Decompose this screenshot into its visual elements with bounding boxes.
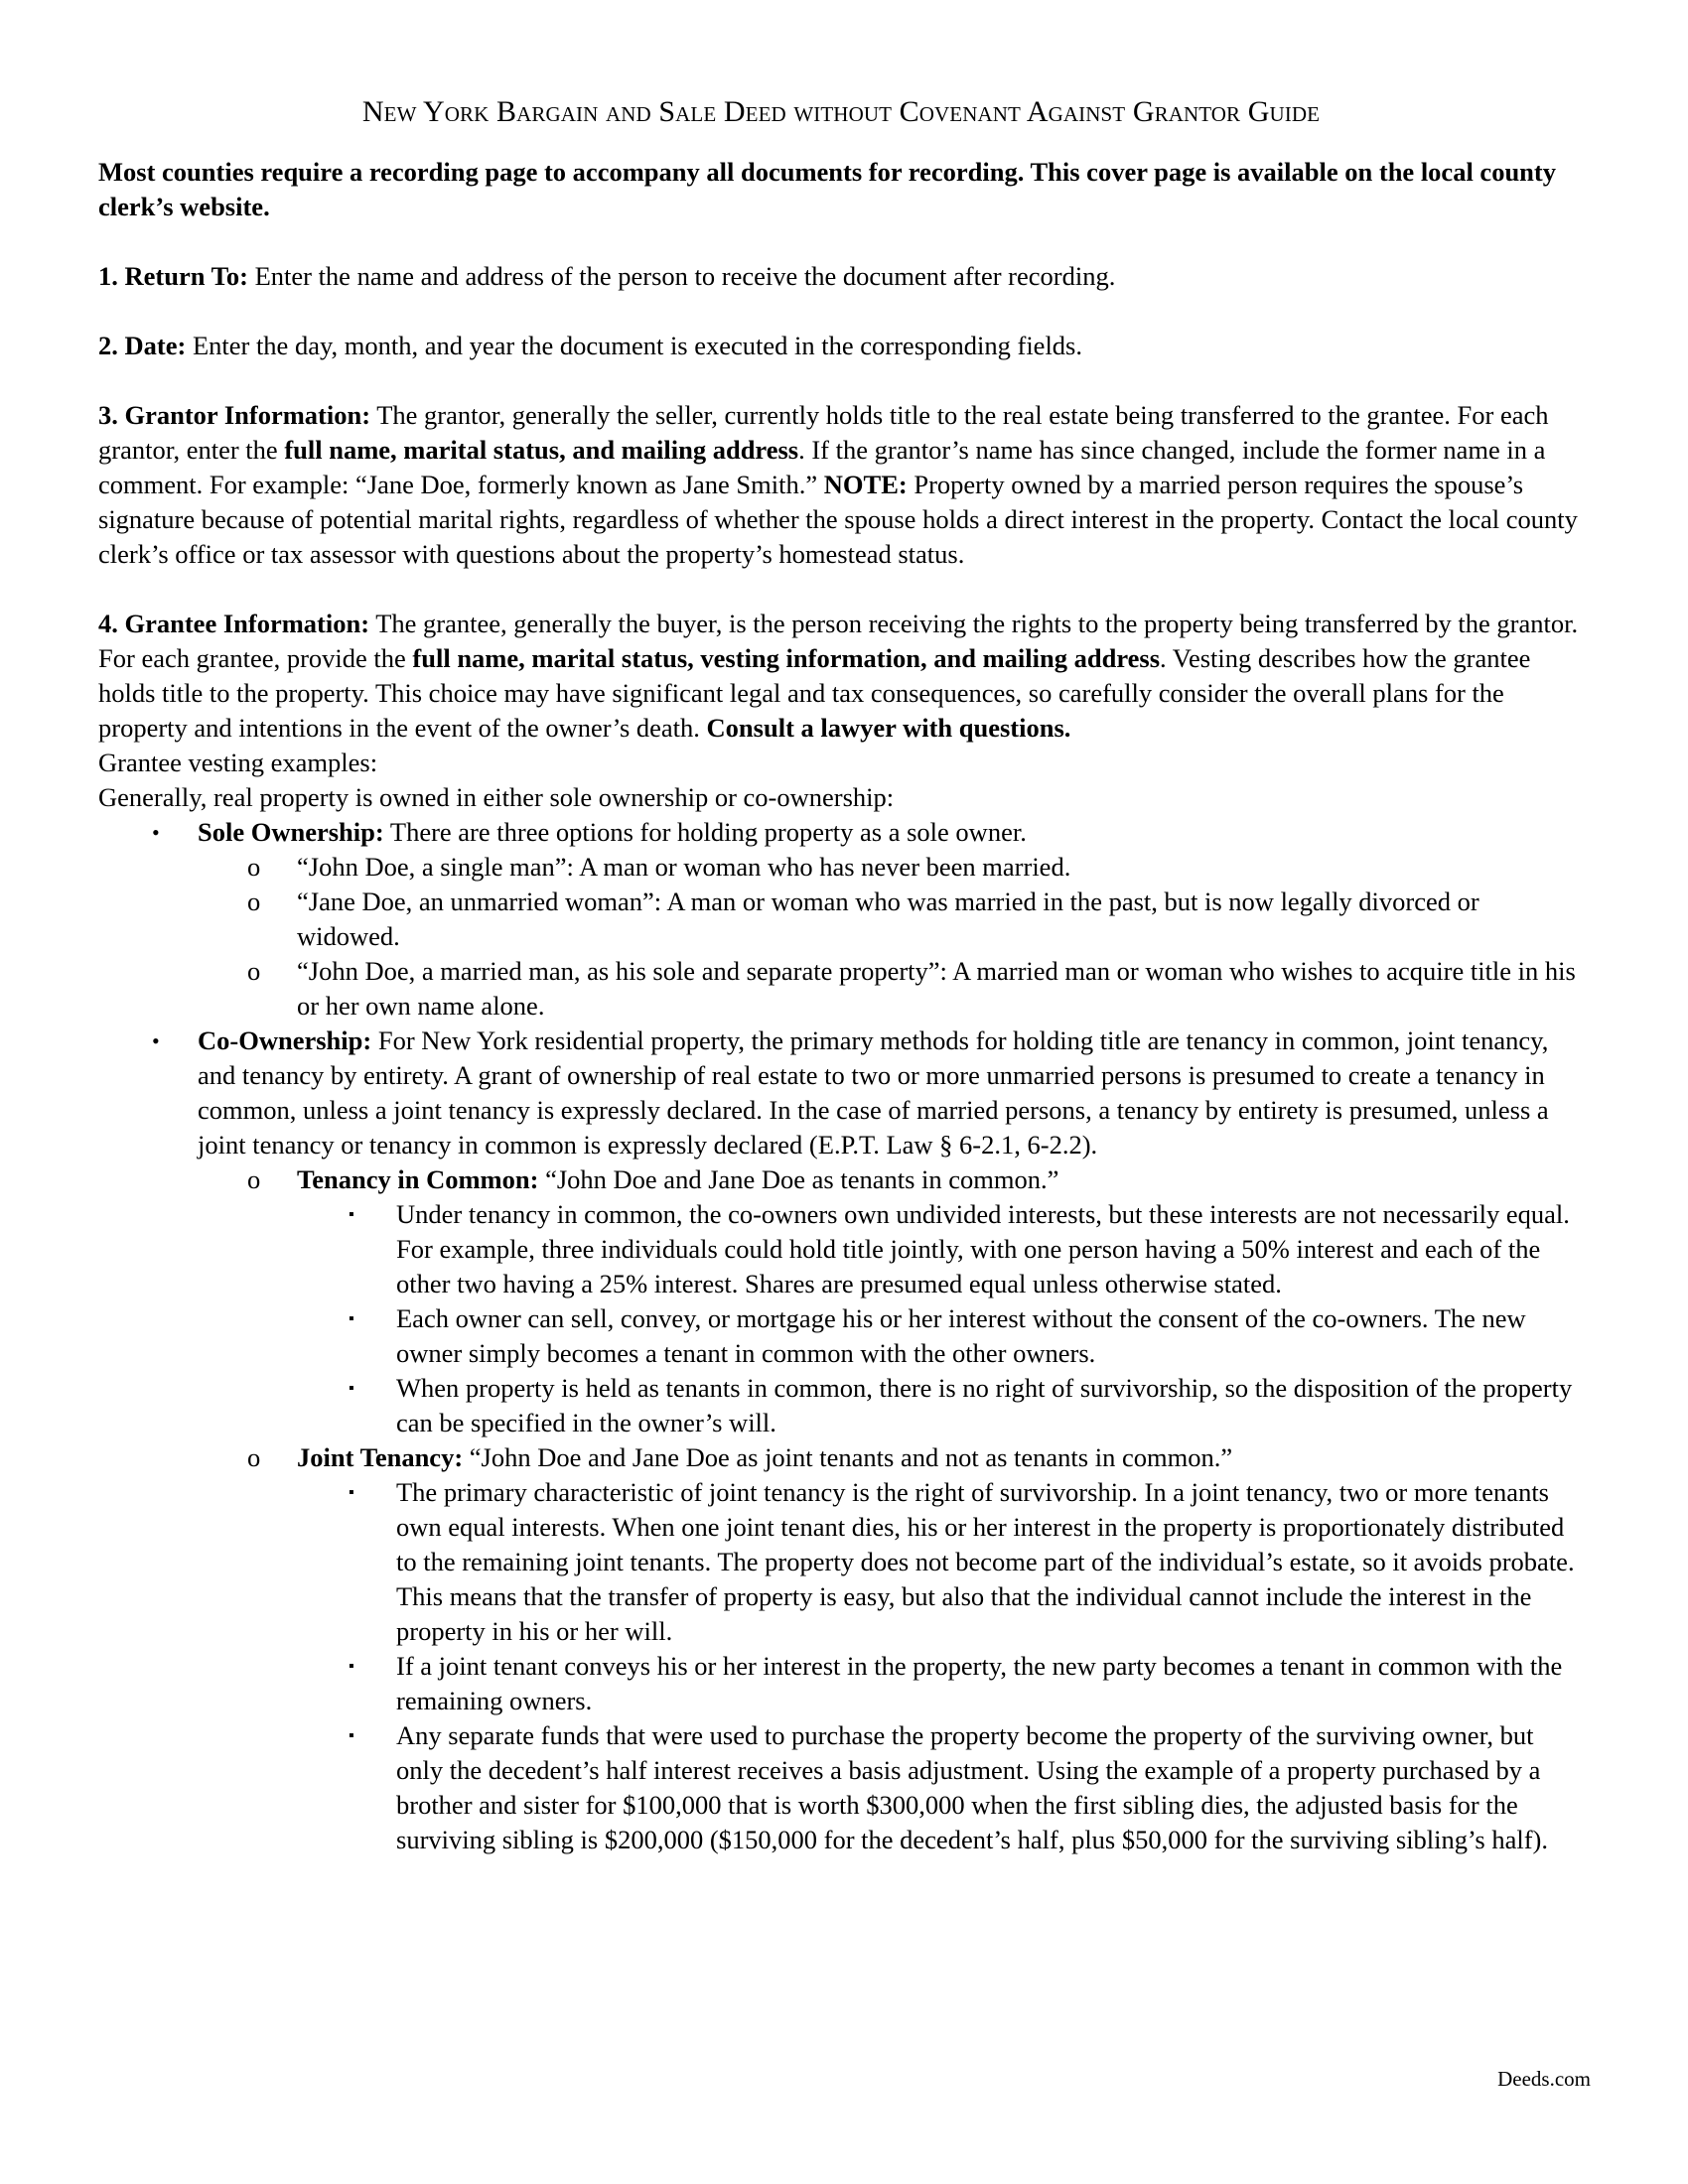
list-item (98, 1649, 1584, 1718)
vesting-examples-line: Grantee vesting examples: (98, 748, 378, 777)
item-text: For New York residential property, the primary methods for holding title are tenancy in common, joint tenancy, and tenancy by entirety. A grant of ownership of real estate to two or more unmarried persons is presumed to create a tenancy in common, unless a joint tenancy is expressly declared. In the case of married persons, a tenancy by entirety is presumed, unless a joint tenancy or tenancy in common is expressly declared (E.P.T. Law § 6-2.1, 6-2.2). (198, 1025, 1549, 1160)
intro-paragraph (98, 155, 1584, 224)
item-text: “John Doe, a married man, as his sole and separate property”: A married man or woman who wishes to acquire title in his or her own name alone. (297, 956, 1576, 1021)
item-text: “Jane Doe, an unmarried woman”: A man or woman who was married in the past, but is now legally divorced or widowed. (297, 887, 1479, 951)
bullet-marker: • (152, 820, 160, 845)
ownership-list (98, 815, 1584, 1857)
square-marker: ▪ (349, 1484, 354, 1501)
square-marker: ▪ (349, 1727, 354, 1744)
item-text: When property is held as tenants in common, there is no right of survivorship, so the disposition of the property can be specified in the owner’s will. (396, 1373, 1573, 1437)
intro-text: Most counties require a recording page to accompany all documents for recording. This cover page is available on the local county clerk’s website. (98, 157, 1556, 221)
section-text: Enter the day, month, and year the document is executed in the corresponding fields. (186, 331, 1082, 360)
item-text: Each owner can sell, convey, or mortgage his or her interest without the consent of the co-owners. The new owner simply becomes a tenant in common with the other owners. (396, 1303, 1526, 1368)
page-title: New York Bargain and Sale Deed without Covenant Against Grantor Guide (361, 95, 1321, 128)
list-item-joint-tenancy (98, 1440, 1584, 1475)
section-heading: 2. Date: (98, 331, 187, 360)
list-item (98, 885, 1584, 954)
section-text: Enter the name and address of the person to receive the document after recording. (247, 261, 1116, 291)
list-item (98, 1475, 1584, 1649)
item-text: If a joint tenant conveys his or her interest in the property, the new party becomes a tenant in common with the remaining owners. (396, 1651, 1563, 1715)
section-heading: 4. Grantee Information: (98, 609, 370, 638)
list-item (98, 1718, 1584, 1857)
section-text: . Vesting describes how the grantee holds title to the property. This choice may have significant legal and tax consequences, so carefully consider the overall plans for the property and intentions in the event of the owner’s death. (98, 643, 1531, 743)
item-text: “John Doe, a single man”: A man or woman who has never been married. (297, 852, 1071, 882)
item-text: Any separate funds that were used to purchase the property become the property of the surviving owner, but only the decedent’s half interest receives a basis adjustment. Using the example of a property purchased by a brother and sister for $100,000 that is worth $300,000 when the first sibling dies, the adjusted basis for the surviving sibling is $200,000 ($150,000 for the decedent’s half, plus $50,000 for the surviving sibling’s half). (396, 1720, 1548, 1854)
section-text: . If the grantor’s name has since changed, include the former name in a comment. For example: “Jane Doe, formerly known as Jane Smith.” (98, 435, 1546, 499)
square-marker: ▪ (349, 1658, 354, 1675)
list-item (98, 850, 1584, 885)
circle-marker: o (247, 887, 261, 916)
section-heading: 3. Grantor Information: (98, 400, 371, 430)
emphasis-text: full name, marital status, vesting information, and mailing address (412, 643, 1161, 673)
item-label: Sole Ownership: (198, 817, 384, 847)
section-return-to (98, 259, 1584, 294)
item-text: “John Doe and Jane Doe as tenants in common.” (538, 1164, 1059, 1194)
item-text: Under tenancy in common, the co-owners own undivided interests, but these interests are not necessarily equal. For example, three individuals could hold title jointly, with one person having a 50% interest and each of the other two having a 25% interest. Shares are presumed equal unless otherwise stated. (396, 1199, 1570, 1298)
circle-marker: o (247, 1164, 261, 1194)
section-text: Property owned by a married person requires the spouse’s signature because of potential marital rights, regardless of whether the spouse holds a direct interest in the property. Contact the local county clerk’s office or tax assessor with questions about the property’s homestead status. (98, 470, 1578, 569)
item-label: Co-Ownership: (198, 1025, 372, 1055)
note-label: NOTE: (823, 470, 908, 499)
list-item (98, 1197, 1584, 1301)
item-text: “John Doe and Jane Doe as joint tenants and not as tenants in common.” (463, 1442, 1233, 1472)
square-marker: ▪ (349, 1380, 354, 1397)
section-text: The grantee, generally the buyer, is the person receiving the rights to the property being transferred by the grantor. For each grantee, provide the (98, 609, 1579, 673)
circle-marker: o (247, 852, 261, 882)
list-item (98, 1371, 1584, 1440)
document-page (98, 97, 1584, 1857)
section-grantee-information (98, 607, 1584, 746)
section-heading: 1. Return To: (98, 261, 248, 291)
list-item-co-ownership (98, 1024, 1584, 1162)
circle-marker: o (247, 956, 261, 986)
item-label: Tenancy in Common: (297, 1164, 539, 1194)
bullet-marker: • (152, 1028, 160, 1053)
footer-brand: Deeds.com (1497, 2067, 1591, 2091)
list-item (98, 1301, 1584, 1371)
emphasis-text: full name, marital status, and mailing address (284, 435, 799, 465)
list-item (98, 954, 1584, 1024)
item-text: There are three options for holding property as a sole owner. (383, 817, 1027, 847)
consult-lawyer-note: Consult a lawyer with questions. (706, 713, 1071, 743)
square-marker: ▪ (349, 1310, 354, 1327)
square-marker: ▪ (349, 1206, 354, 1223)
circle-marker: o (247, 1442, 261, 1472)
section-date (98, 329, 1584, 363)
item-text: The primary characteristic of joint tenancy is the right of survivorship. In a joint tenancy, two or more tenants own equal interests. When one joint tenant dies, his or her interest in the property is proportionately distributed to the remaining joint tenants. The property does not become part of the individual’s estate, so it avoids probate. This means that the transfer of property is easy, but also that the individual cannot include the interest in the property in his or her will. (396, 1477, 1575, 1646)
item-label: Joint Tenancy: (297, 1442, 464, 1472)
ownership-intro-line: Generally, real property is owned in either sole ownership or co-ownership: (98, 782, 895, 812)
section-text: The grantor, generally the seller, currently holds title to the real estate being transferred to the grantee. For each grantor, enter the (98, 400, 1549, 465)
section-grantor-information (98, 398, 1584, 572)
list-item-sole-ownership (98, 815, 1584, 850)
list-item-tenancy-in-common (98, 1162, 1584, 1197)
